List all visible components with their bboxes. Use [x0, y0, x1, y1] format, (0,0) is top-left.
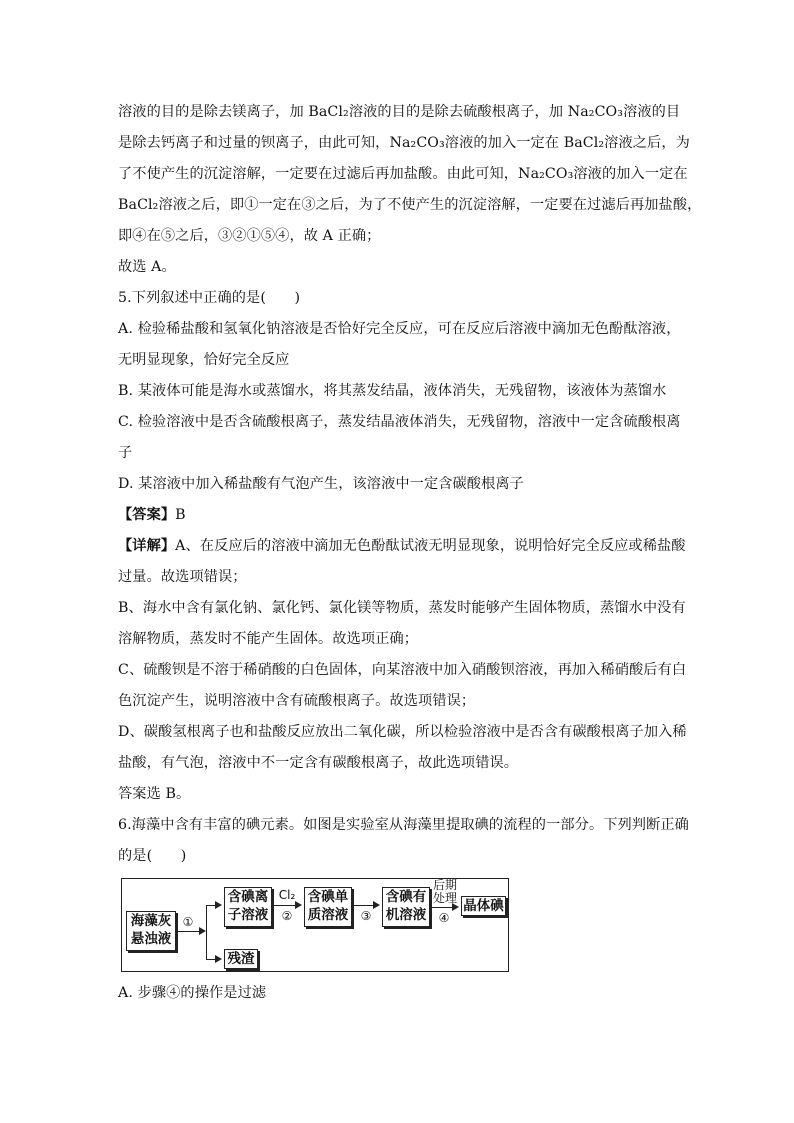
text-line: 过量。故选项错误；	[118, 569, 247, 585]
arrow	[206, 959, 220, 960]
option-d: D. 某溶液中加入稀盐酸有气泡产生，该溶液中一定含碳酸根离子	[118, 476, 524, 492]
detail-tag: 【详解】	[118, 538, 176, 554]
chlorine-reagent-label: Cl₂	[278, 888, 296, 902]
iodine-solution-box	[304, 887, 352, 927]
box-text: 含碘离	[227, 889, 269, 905]
text-line: 色沉淀产生，说明溶液中含有硫酸根离子。故选项错误；	[118, 693, 476, 709]
question-6-stem: 6.海藻中含有丰富的碘元素。如图是实验室从海藻里提取碘的流程的一部分。下列判断正确	[118, 817, 689, 833]
label-text: 处理	[432, 891, 457, 905]
step-4-label: ④	[438, 911, 450, 925]
box-text: 含碘单	[307, 889, 349, 905]
option-a-cont: 无明显现象，恰好完全反应	[118, 352, 290, 368]
box-text: 质溶液	[307, 907, 349, 923]
detail-text: A、在反应后的溶液中滴加无色酚酞试液无明显现象，说明恰好完全反应或稀盐酸	[175, 538, 686, 554]
crystal-iodine-box: 晶体碘	[461, 896, 506, 916]
detail-line	[118, 531, 686, 562]
arrow	[354, 905, 378, 906]
question-6-option-a: A. 步骤④的操作是过滤	[118, 985, 267, 1001]
text-line: 溶解物质，蒸发时不能产生固体。故选项正确；	[118, 631, 419, 647]
seaweed-ash-suspension-box	[126, 911, 176, 951]
arrow	[178, 931, 204, 932]
arrow	[274, 905, 300, 906]
branch-line	[206, 905, 207, 959]
text-line: 了不使产生的沉淀溶解，一定要在过滤后再加盐酸。由此可知，Na₂CO₃溶液的加入一定在	[118, 166, 688, 182]
question-6-stem-cont: 的是( )	[118, 848, 187, 864]
text-line: BaCl₂溶液之后，即①一定在③之后，为了不使产生的沉淀溶解，一定要在过滤后再加盐酸，	[118, 197, 702, 213]
arrow	[431, 907, 457, 908]
text-line: 溶液的目的是除去镁离子，加 BaCl₂溶液的目的是除去硫酸根离子，加 Na₂CO₃溶液的目	[118, 104, 681, 120]
text-line: 故选 A。	[118, 259, 176, 275]
label-text: 后期	[432, 878, 457, 892]
residue-box: 残渣	[224, 949, 258, 969]
step-2-label: ②	[281, 909, 293, 923]
text-line: D、碳酸氢根离子也和盐酸反应放出二氧化碳，所以检验溶液中是否含有碳酸根离子加入稀	[118, 724, 687, 740]
answer-value: B	[175, 507, 186, 523]
text-line: 盐酸，有气泡，溶液中不一定含有碳酸根离子，故此选项错误。	[118, 755, 519, 771]
organic-iodine-solution-box	[382, 887, 430, 927]
iodine-extraction-flowchart	[121, 878, 509, 972]
text-line: B、海水中含有氯化钠、氯化钙、氯化镁等物质，蒸发时能够产生固体物质，蒸馏水中没有	[118, 600, 686, 616]
text-line: C、硫酸钡是不溶于稀硝酸的白色固体，向某溶液中加入硝酸钡溶液，再加入稀硝酸后有白	[118, 662, 687, 678]
text-line: 是除去钙离子和过量的钡离子，由此可知，Na₂CO₃溶液的加入一定在 BaCl₂溶液之后，为	[118, 135, 690, 151]
option-a: A. 检验稀盐酸和氢氧化钠溶液是否恰好完全反应，可在反应后溶液中滴加无色酚酞溶液，	[118, 321, 681, 337]
step-3-label: ③	[360, 909, 372, 923]
box-text: 机溶液	[385, 907, 427, 923]
document-page	[118, 97, 702, 1009]
answer-line	[118, 500, 680, 531]
step-1-label: ①	[182, 915, 194, 929]
answer-summary: 答案选 B。	[118, 786, 191, 802]
arrow	[206, 905, 220, 906]
question-5-stem: 5.下列叙述中正确的是( )	[118, 290, 301, 306]
box-text: 子溶液	[227, 907, 269, 923]
post-processing-label	[431, 879, 459, 905]
option-c-cont: 子	[118, 445, 133, 461]
option-c: C. 检验溶液中是否含硫酸根离子，蒸发结晶液体消失，无残留物，溶液中一定含硫酸根离	[118, 414, 681, 430]
text-line: 即④在⑤之后，③②①⑤④，故 A 正确；	[118, 228, 381, 244]
box-text: 海藻灰	[130, 913, 172, 929]
answer-tag: 【答案】	[118, 507, 176, 523]
box-text: 含碘有	[385, 889, 427, 905]
option-b: B. 某液体可能是海水或蒸馏水，将其蒸发结晶，液体消失，无残留物，该液体为蒸馏水	[118, 383, 667, 399]
box-text: 悬浊液	[130, 931, 172, 947]
iodide-solution-box	[224, 887, 272, 927]
